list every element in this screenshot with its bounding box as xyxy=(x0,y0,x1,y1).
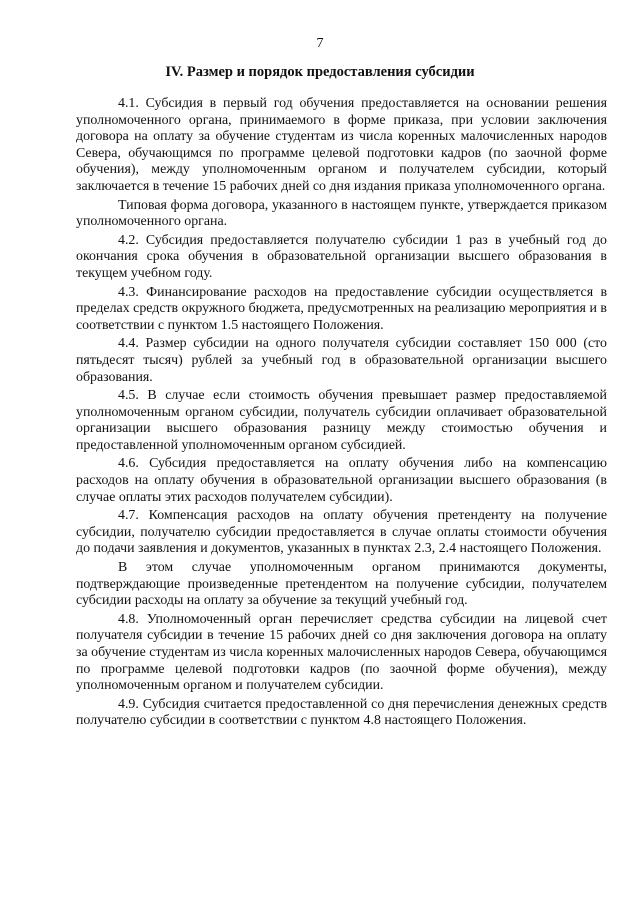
paragraph-4-9: 4.9. Субсидия считается предоставленной со дня перечисления денежных средств получателю субсидии в соответствии с пунктом 4.8 настоящего Положения. xyxy=(76,696,607,729)
page-number: 7 xyxy=(316,36,324,51)
paragraph-4-3: 4.3. Финансирование расходов на предоставление субсидии осуществляется в пределах средств окружного бюджета, предусмотренных на реализацию мероприятия и в соответствии с пунктом 1.5 настоящего Положения. xyxy=(76,284,607,333)
paragraph-4-6: 4.6. Субсидия предоставляется на оплату обучения либо на компенсацию расходов на оплату обучения в образовательной организации высшего образования (в случае оплаты этих расходов получателем субсидии). xyxy=(76,456,607,505)
paragraph-4-5: 4.5. В случае если стоимость обучения превышает размер предоставляемой уполномоченным органом субсидии, получатель субсидии оплачивает образовательной организации высшего образования разницу между стоимостью обучения и предоставленной уполномоченным органом субсидией. xyxy=(76,388,607,453)
paragraph-4-7: 4.7. Компенсация расходов на оплату обучения претенденту на получение субсидии, получателю субсидии предоставляется в случае оплаты стоимости обучения до подачи заявления и документов, указанных в пунктах 2.3, 2.4 настоящего Положения. xyxy=(76,508,607,557)
paragraph-4-7-documents: В этом случае уполномоченным органом принимаются документы, подтверждающие произведенные претендентом на получение субсидии, получателем субсидии расходы на оплату за обучение за текущий учебный год. xyxy=(76,560,607,609)
section-heading: IV. Размер и порядок предоставления субсидии xyxy=(165,64,475,80)
document-body xyxy=(76,96,607,732)
paragraph-4-8: 4.8. Уполномоченный орган перечисляет средства субсидии на лицевой счет получателя субсидии в течение 15 рабочих дней со дня заключения договора на оплату за обучение студентам из числа коренных малочисленных народов Севера, обучающимся по программе целевой подготовки кадров (по заочной форме обучения), между уполномоченным органом и получателем субсидии. xyxy=(76,611,607,694)
paragraph-4-1: 4.1. Субсидия в первый год обучения предоставляется на основании решения уполномоченного органа, принимаемого в форме приказа, при условии заключения договора на оплату за обучение студентам из числа коренных малочисленных народов Севера, обучающимся по программе целевой подготовки кадров (по заочной форме обучения), между уполномоченным органом и получателем субсидии, который заключается в течение 15 рабочих дней со дня издания приказа уполномоченного органа. xyxy=(76,96,607,194)
paragraph-4-2: 4.2. Субсидия предоставляется получателю субсидии 1 раз в учебный год до окончания срока обучения в образовательной организации высшего образования в текущем учебном году. xyxy=(76,232,607,281)
paragraph-4-1-form: Типовая форма договора, указанного в настоящем пункте, утверждается приказом уполномоченного органа. xyxy=(76,197,607,230)
paragraph-4-4: 4.4. Размер субсидии на одного получателя субсидии составляет 150 000 (сто пятьдесят тысяч) рублей за учебный год в образовательной организации высшего образования. xyxy=(76,336,607,385)
